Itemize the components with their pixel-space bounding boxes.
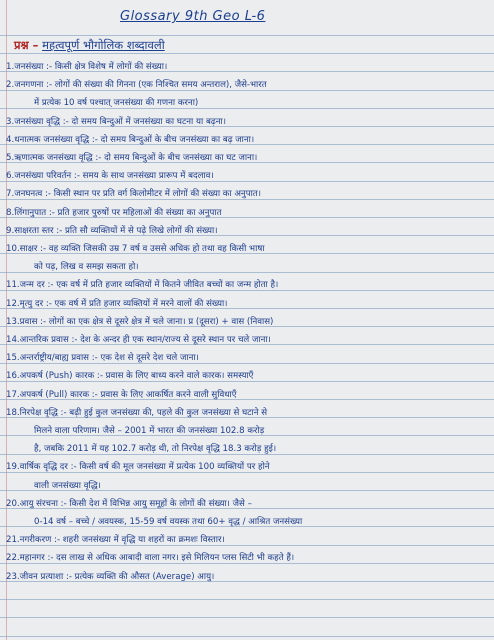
entry-number: 10. xyxy=(6,244,20,254)
entry-number: 3. xyxy=(6,116,15,127)
entry-number: 5. xyxy=(6,153,15,163)
entry-definition: दो समय बिन्दुओं में जनसंख्या का घटना या बढ़ना। xyxy=(68,116,226,127)
entry-number: 6. xyxy=(6,171,15,182)
question-label: प्रश्न – xyxy=(14,38,39,52)
glossary-entry xyxy=(6,333,490,347)
entry-definition: समय के साथ जनसंख्या प्रारूप में बदलाव। xyxy=(79,171,214,182)
entry-number: 9. xyxy=(6,225,15,236)
entry-definition: लोगों का एक क्षेत्र से दूसरे क्षेत्र में चले जाना। प्र (दूसरा) + वास (निवास) xyxy=(46,316,274,327)
entry-continuation: को पढ़, लिख व समझ सकता हो। xyxy=(34,262,139,273)
entry-term: नगरीकरण :- xyxy=(19,535,61,546)
glossary-entry xyxy=(6,351,490,365)
entry-continuation: 0-14 वर्ष – बच्चे / अवयस्क, 15-59 वर्ष वयस्क तथा 60+ वृद्ध / आश्रित जनसंख्या xyxy=(34,517,303,527)
entry-number: 20. xyxy=(6,498,20,509)
entry-term: आयु संरचना :- xyxy=(19,498,67,509)
glossary-entry xyxy=(6,78,490,92)
glossary-entry xyxy=(6,151,490,165)
ruled-line xyxy=(0,35,494,36)
heading-text: महत्वपूर्ण भौगोलिक शब्दावली xyxy=(42,38,165,52)
entry-term: प्रवास :- xyxy=(19,316,47,327)
glossary-entry xyxy=(6,133,490,147)
entry-term: ऋणात्मक जनसंख्या वृद्धि :- xyxy=(14,153,102,163)
entry-term: साक्षर :- xyxy=(19,244,47,254)
entry-term: जनगणना :- xyxy=(14,80,53,91)
glossary-entry xyxy=(6,533,490,547)
glossary-entry xyxy=(6,169,490,183)
entry-definition: किसी स्थान पर प्रति वर्ग किलोमीटर में लोगों की संख्या का अनुपात। xyxy=(50,189,261,200)
entry-term: साक्षरता स्तर :- xyxy=(14,225,63,236)
entry-number: 11. xyxy=(6,280,20,291)
entry-definition: लोगों की संख्या की गिनना (एक निश्चित समय अन्तराल), जैसे-भारत xyxy=(52,80,267,91)
entry-term: अपकर्ष (Pull) कारक :- xyxy=(19,389,98,400)
entry-definition: बढ़ी हुई कुल जनसंख्या की, पहले की कुल जनसंख्या से घटाने से xyxy=(66,407,268,418)
glossary-entry xyxy=(6,297,490,311)
entry-term: महानगर :- xyxy=(19,553,54,564)
glossary-entry xyxy=(6,187,490,201)
entry-number: 14. xyxy=(6,335,20,345)
entry-number: 21. xyxy=(6,535,20,546)
entry-definition: देश के अन्दर ही एक स्थान/राज्य से दूसरे स्थान पर चले जाना। xyxy=(77,335,271,345)
entry-definition: एक वर्ष में प्रति हजार व्यक्तियों में मरने वालों की संख्या। xyxy=(51,298,228,309)
entry-number: 15. xyxy=(6,353,20,364)
entry-definition: प्रत्येक व्यक्ति की औसत (Average) आयु। xyxy=(71,571,215,582)
entry-term: धनात्मक जनसंख्या वृद्धि :- xyxy=(14,134,98,145)
entry-number: 8. xyxy=(6,207,15,218)
entry-number: 7. xyxy=(6,189,15,200)
entry-term: लिंगानुपात :- xyxy=(14,207,55,218)
entry-number: 23. xyxy=(6,571,20,582)
glossary-entry xyxy=(6,315,490,329)
entry-continuation: है, जबकि 2011 में यह 102.7 करोड़ थी, तो निरपेक्ष वृद्धि 18.3 करोड़ हुई। xyxy=(34,444,277,455)
glossary-entry xyxy=(6,570,490,584)
ruled-line xyxy=(0,599,494,600)
entry-definition: शहरी जनसंख्या में वृद्धि या शहरों का क्रमशः विस्तार। xyxy=(60,535,225,546)
entry-term: जनसंख्या :- xyxy=(14,62,53,72)
entry-definition: प्रति हजार पुरुषों पर महिलाओं की संख्या का अनुपात xyxy=(54,207,222,218)
entry-number: 13. xyxy=(6,316,20,327)
entry-number: 4. xyxy=(6,134,15,145)
entry-term: जनसंख्या वृद्धि :- xyxy=(14,116,69,127)
question-heading xyxy=(14,38,165,53)
glossary-entry xyxy=(6,224,490,238)
entry-definition: एक वर्ष में प्रति हजार व्यक्तियों में कितने जीवित बच्चों का जन्म होता है। xyxy=(53,280,279,291)
entry-continuation: मिलने वाला परिणाम। जैसे – 2001 में भारत की जनसंख्या 102.8 करोड़ xyxy=(34,426,265,436)
entry-term: जनसंख्या परिवर्तन :- xyxy=(14,171,80,182)
ruled-line xyxy=(0,636,494,637)
entry-definition: एक देश से दूसरे देश चले जाना। xyxy=(97,353,199,364)
entry-definition: किसी क्षेत्र विशेष में लोगों की संख्या। xyxy=(52,62,168,72)
entry-number: 19. xyxy=(6,462,20,473)
entry-number: 1. xyxy=(6,62,15,72)
entry-definition: प्रवास के लिए आकर्षित करने वाली सुविधाएँ xyxy=(97,389,237,400)
entry-definition: दस लाख से अधिक आबादी वाला नगर। इसे मिलियन प्लस सिटी भी कहते हैं। xyxy=(53,553,295,564)
entry-term: अपकर्ष (Push) कारक :- xyxy=(19,371,103,382)
glossary-entry xyxy=(6,115,490,129)
entry-number: 12. xyxy=(6,298,20,309)
ruled-line xyxy=(0,617,494,618)
glossary-entry xyxy=(6,369,490,383)
entry-continuation: में प्रत्येक 10 वर्ष पश्चात् जनसंख्या की गणना करना) xyxy=(34,98,199,109)
entry-definition: दो समय बिन्दुओं के बीच जनसंख्या का बढ़ जाना। xyxy=(97,134,255,145)
entry-number: 17. xyxy=(6,389,20,400)
entry-term: आन्तरिक प्रवास :- xyxy=(19,335,78,345)
glossary-entry xyxy=(6,60,490,74)
glossary-entry xyxy=(6,497,490,511)
glossary-entry xyxy=(6,278,490,292)
entry-number: 22. xyxy=(6,553,20,564)
glossary-entry xyxy=(6,388,490,402)
entry-number: 2. xyxy=(6,80,15,91)
entry-term: अन्तर्राष्ट्रीय/बाह्य प्रवास :- xyxy=(19,353,98,364)
entry-definition: किसी देश में विभिन्न आयु समूहों के लोगों की संख्या। जैसे – xyxy=(66,498,252,509)
glossary-entry xyxy=(6,551,490,565)
entry-definition: प्रवास के लिए बाध्य करने वाले कारक। समस्याएँ xyxy=(102,371,254,382)
entry-term: जीवन प्रत्याशा :- xyxy=(19,571,72,582)
entry-term: जनघनत्व :- xyxy=(14,189,51,200)
page-title: Glossary 9th Geo L-6 xyxy=(120,9,266,24)
entry-number: 18. xyxy=(6,407,20,418)
entry-definition: वह व्यक्ति जिसकी उम्र 7 वर्ष व उससे अधिक हो तथा वह किसी भाषा xyxy=(46,244,265,254)
entry-definition: दो समय बिन्दुओं के बीच जनसंख्या का घट जाना। xyxy=(101,153,258,163)
entry-term: मृत्यु दर :- xyxy=(19,298,52,309)
glossary-entry xyxy=(6,206,490,220)
glossary-entry xyxy=(6,242,490,256)
entry-definition: किसी वर्ष की मूल जनसंख्या में प्रत्येक 100 व्यक्तियों पर होने xyxy=(76,462,270,473)
entry-definition: प्रति सौ व्यक्तियों में से पढ़े लिखे लोगों की संख्या। xyxy=(62,225,218,236)
entry-continuation: वाली जनसंख्या वृद्धि। xyxy=(34,480,101,491)
entry-term: निरपेक्ष वृद्धि :- xyxy=(19,407,67,418)
entry-term: वार्षिक वृद्धि दर :- xyxy=(19,462,77,473)
glossary-entry xyxy=(6,460,490,474)
ruled-line xyxy=(0,53,494,54)
glossary-entry xyxy=(6,406,490,420)
entry-number: 16. xyxy=(6,371,20,382)
entry-term: जन्म दर :- xyxy=(19,280,54,291)
